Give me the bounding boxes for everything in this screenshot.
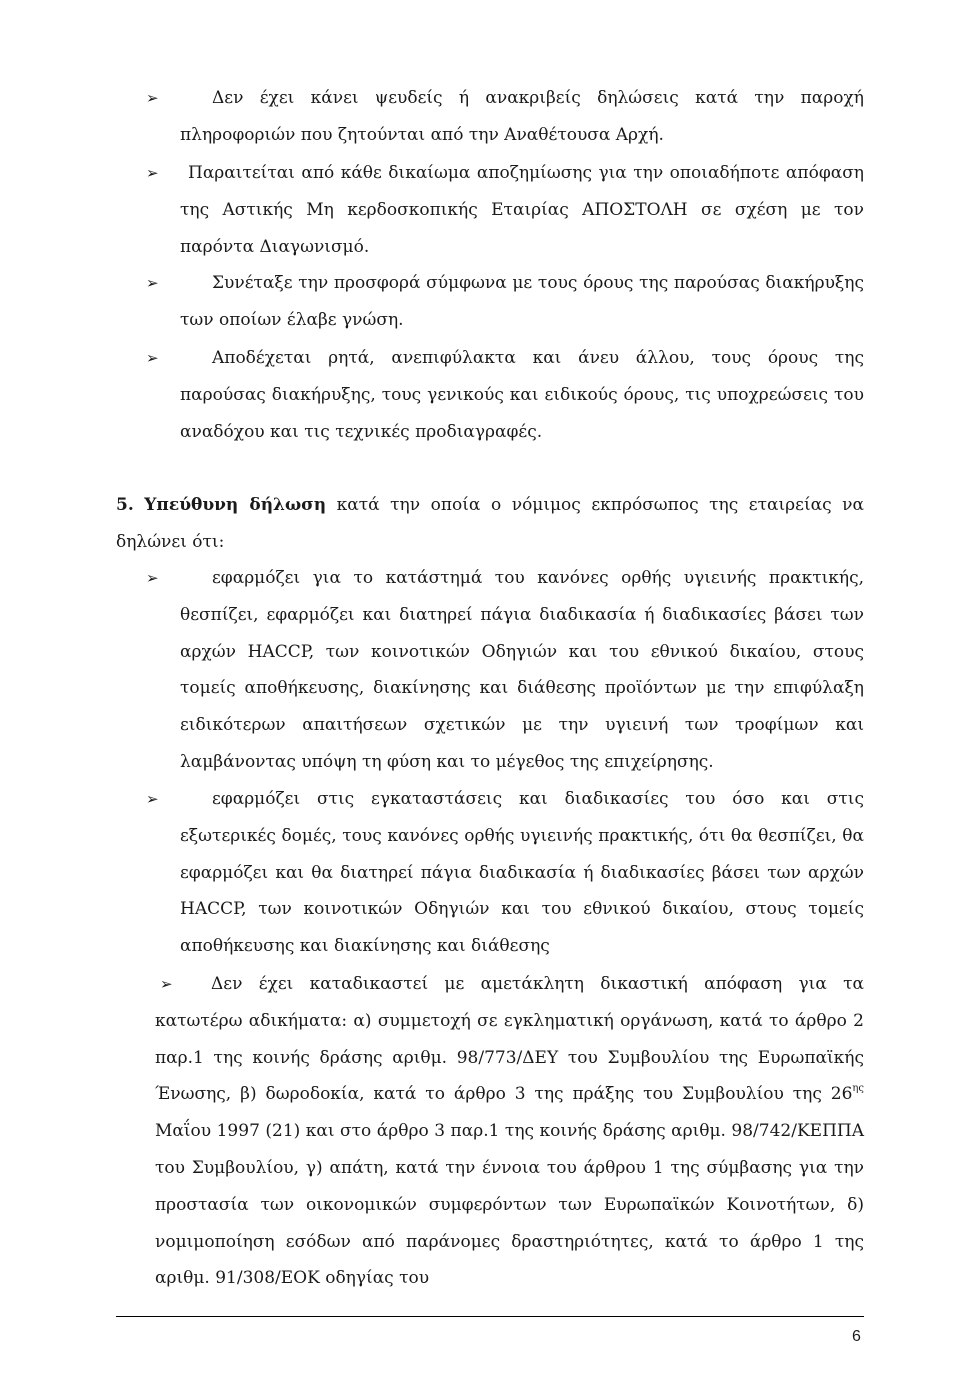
arrow-bullet-icon: ➢ [146, 349, 159, 367]
convictions-text-part2: Μαΐου 1997 (21) και στο άρθρο 3 παρ.1 της κοινής δράσης αριθμ. 98/742/ΚΕΠΠΑ του Συμβουλίου, γ) απάτη, κατά την έννοια του άρθρου 1 της σύμβασης για την προστασία των οικονομικών συμφερόντων των Ευρωπαϊκών Κοινοτήτων, δ) νομιμοποίηση εσόδων από παράνομες δραστηριότητες, κατά το άρθρο 1 της αριθμ. 91/308/ΕΟΚ οδηγίας του [155, 1121, 864, 1289]
sub-bullet-text: εφαρμόζει για το κατάστημά του κανόνες ορθής υγιεινής πρακτικής, θεσπίζει, εφαρμόζει και διατηρεί πάγια διαδικασία ή διαδικασίες βάσει των αρχών HACCP, των κοινοτικών Οδηγιών και του εθνικού δικαίου, στους τομείς αποθήκευσης, διακίνησης και διάθεσης προϊόντων με την επιφύλαξη ειδικότερων απαιτήσεων σχετικών με την υγιεινή των τροφίμων και λαμβάνοντας υπόψη τη φύση και το μέγεθος της επιχείρησης. [180, 568, 864, 772]
bullet-item-3 [180, 265, 864, 339]
bullet-item-text: Συνέταξε την προσφορά σύμφωνα με τους όρους της παρούσας διακήρυξης των οποίων έλαβε γνώση. [180, 273, 864, 330]
convictions-text [155, 966, 864, 1297]
bullet-item-text: Παραιτείται από κάθε δικαίωμα αποζημίωσης για την οποιαδήποτε απόφαση της Αστικής Μη κερδοσκοπικής Εταιρίας ΑΠΟΣΤΟΛΗ σε σχέση με τον παρόντα Διαγωνισμό. [180, 163, 864, 257]
page-number: 6 [852, 1328, 861, 1345]
sub-bullet-text: εφαρμόζει στις εγκαταστάσεις και διαδικασίες του όσο και στις εξωτερικές δομές, τους κανόνες ορθής υγιεινής πρακτικής, ότι θα θεσπίζει, θα εφαρμόζει και θα διατηρεί πάγια διαδικασία ή διαδικασίες βάσει των αρχών HACCP, των κοινοτικών Οδηγιών και του εθνικού δικαίου, στους τομείς αποθήκευσης και διακίνησης και διάθεσης [180, 789, 864, 957]
sub-bullet-item-1 [180, 560, 864, 781]
sub-bullet-item-2 [180, 781, 864, 965]
convictions-text-part1: Δεν έχει καταδικαστεί με αμετάκλητη δικαστική απόφαση για τα κατωτέρω αδικήματα: α) συμμετοχή σε εγκληματική οργάνωση, κατά το άρθρο 2 παρ.1 της κοινής δράσης αριθμ. 98/773/ΔΕΥ του Συμβουλίου της Ευρωπαϊκής Ένωσης, β) δωροδοκία, κατά το άρθρο 3 της πράξης του Συμβουλίου της 26 [155, 974, 864, 1105]
arrow-bullet-icon: ➢ [146, 569, 159, 587]
bullet-item-text: Αποδέχεται ρητά, ανεπιφύλακτα και άνευ άλλου, τους όρους της παρούσας διακήρυξης, τους γενικούς και ειδικούς όρους, τις υποχρεώσεις του αναδόχου και τις τεχνικές προδιαγραφές. [180, 348, 864, 442]
ordinal-suffix: ης [852, 1083, 864, 1095]
bullet-item-1 [180, 80, 864, 154]
arrow-bullet-icon: ➢ [160, 975, 173, 993]
bullet-item-text: Δεν έχει κάνει ψευδείς ή ανακριβείς δηλώσεις κατά την παροχή πληροφοριών που ζητούνται από την Αναθέτουσα Αρχή. [180, 88, 864, 145]
section-5-intro [116, 487, 864, 561]
arrow-bullet-icon: ➢ [146, 274, 159, 292]
section-5-paragraph [116, 487, 864, 561]
section-heading: Υπεύθυνη δήλωση [144, 495, 327, 515]
bullet-item-convictions [155, 966, 864, 1297]
bullet-item-2 [180, 155, 864, 265]
section-text: κατά την οποία ο νόμιμος εκπρόσωπος της εταιρείας να δηλώνει ότι: [116, 495, 864, 552]
arrow-bullet-icon: ➢ [146, 89, 159, 107]
footer-divider [116, 1316, 864, 1317]
arrow-bullet-icon: ➢ [146, 164, 159, 182]
arrow-bullet-icon: ➢ [146, 790, 159, 808]
bullet-item-4 [180, 340, 864, 450]
section-number: 5. [116, 495, 134, 515]
